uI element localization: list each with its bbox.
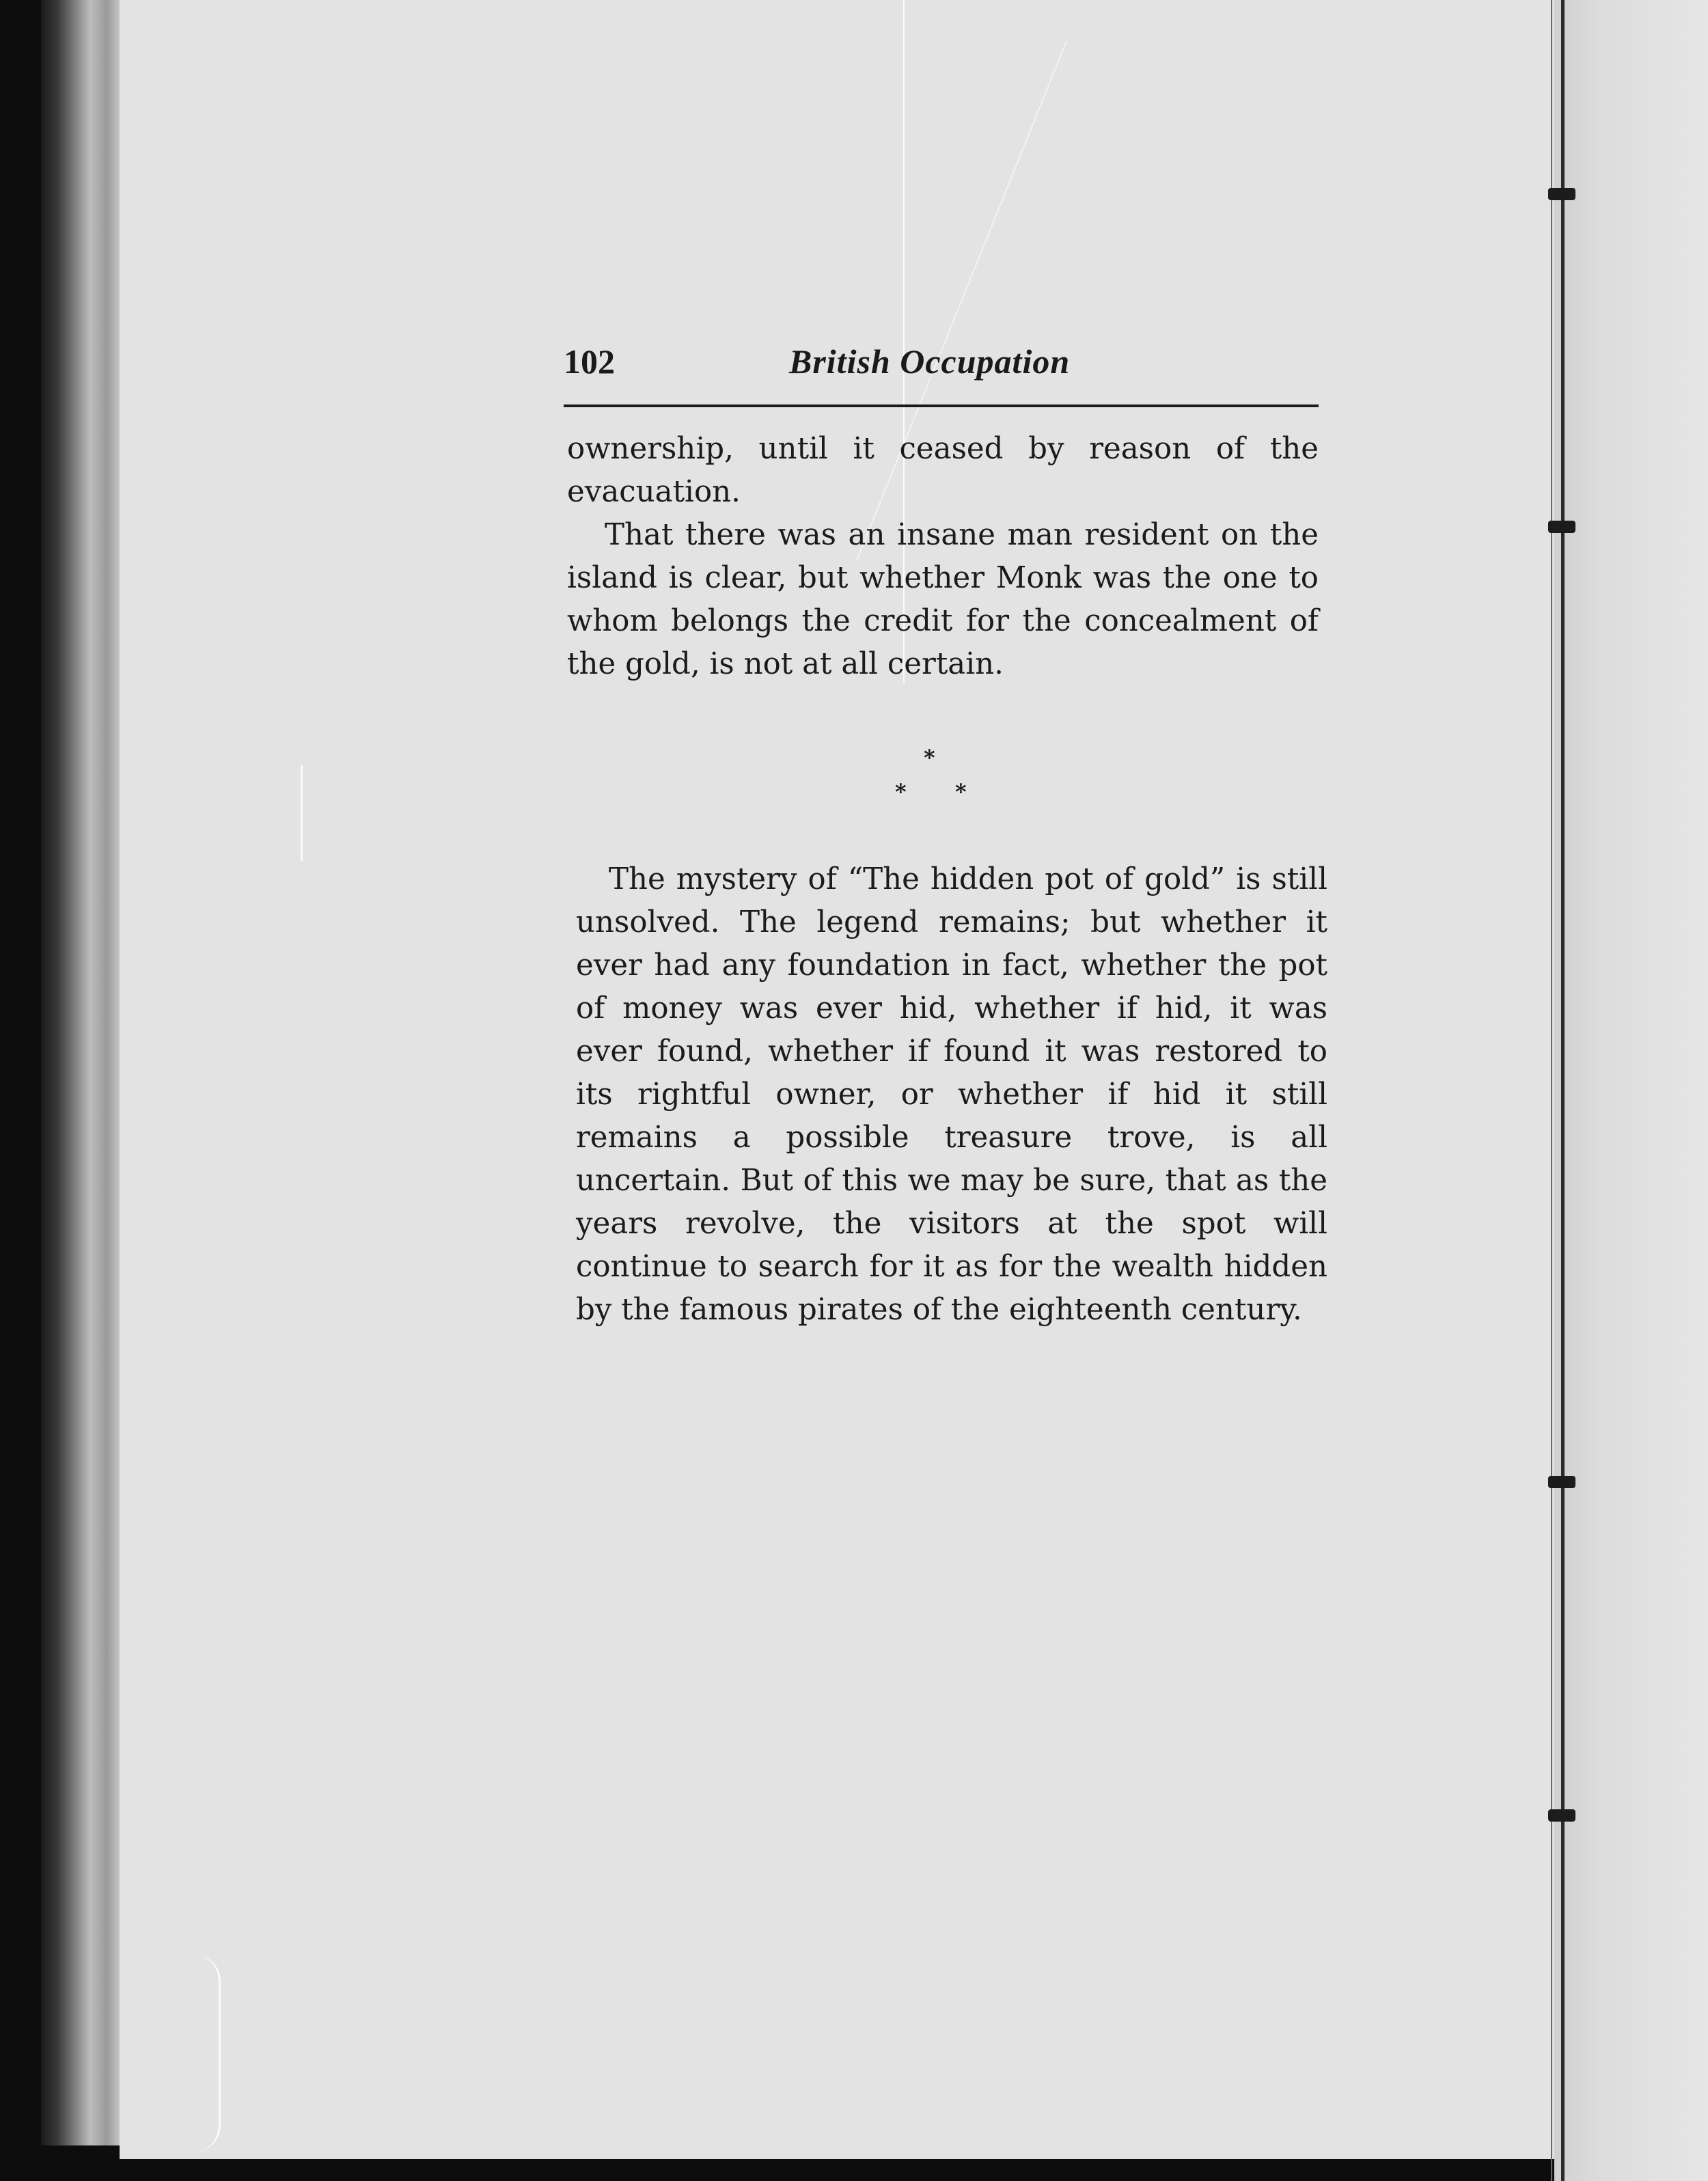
- paragraph: That there was an insane man resident on the island is clear, but whether Monk was the one to whom belongs the credit for the concealment of the gold, is not at all certain.: [567, 518, 1319, 681]
- body-text-bottom: [576, 858, 1327, 1332]
- page-number: 102: [564, 342, 615, 381]
- binding-notch: [1548, 1809, 1575, 1822]
- book-binding-edge: [41, 0, 123, 2145]
- film-scratch: [301, 765, 303, 861]
- header-rule: [564, 404, 1319, 407]
- asterisk: *: [924, 745, 935, 771]
- running-head: British Occupation: [789, 342, 1071, 381]
- asterisk: *: [895, 779, 907, 805]
- section-break-asterism: [895, 745, 977, 805]
- asterisk: *: [955, 779, 967, 805]
- binding-notch: [1548, 1476, 1575, 1488]
- binding-notch: [1548, 521, 1575, 533]
- film-scratch: [191, 1954, 221, 2152]
- facing-page-edge: [1554, 0, 1708, 2181]
- binding-notch: [1548, 188, 1575, 200]
- page-header: [564, 342, 1315, 389]
- page-fold-line: [1551, 0, 1552, 2181]
- gutter-line: [1561, 0, 1565, 2181]
- paragraph: The mystery of “The hidden pot of gold” is still unsolved. The legend remains; but whether it ever had any foundation in fact, whether the pot of money was ever hid, whether if hid, it was ever found, whether if found it was restored to its rightful owner, or whether if hid it still remains a possible treasure trove, is all uncertain. But of this we may be sure, that as the years revolve, the visitors at the spot will continue to search for it as for the wealth hidden by the famous pirates of the eighteenth century.: [576, 862, 1327, 1327]
- paragraph: ownership, until it ceased by reason of the evacuation.: [567, 432, 1319, 509]
- body-text-top: [567, 428, 1319, 686]
